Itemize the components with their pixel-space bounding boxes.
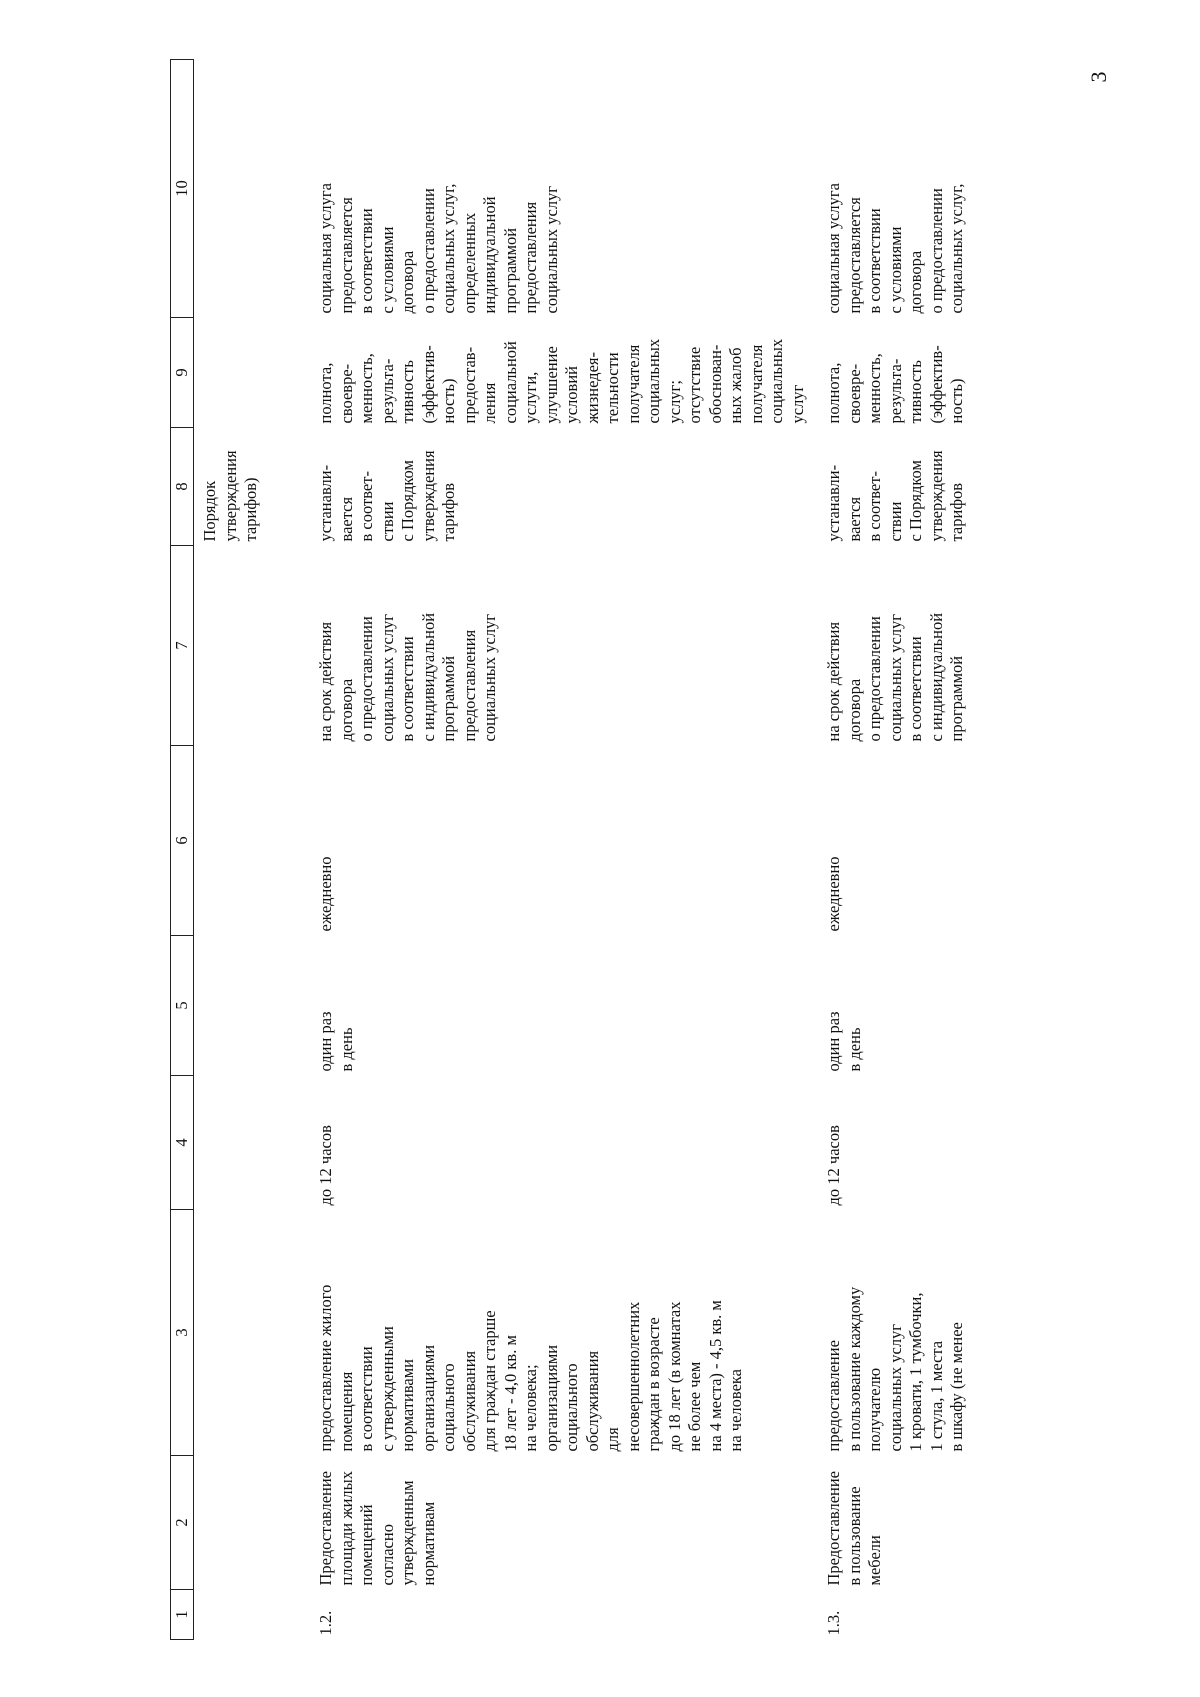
service-term: на срок действия договора о предоставлении социальных услуг в соответствии с индивидуальной программой	[824, 612, 966, 742]
service-volume: один раз в день	[824, 1011, 864, 1072]
service-time: до 12 часов	[824, 1125, 843, 1206]
service-term: на срок действия договора о предоставлении социальных услуг в соответствии с индивидуальной программой предоставления социальных услуг	[316, 612, 499, 742]
service-volume: один раз в день	[316, 1011, 356, 1072]
service-name: Предоставление в пользование мебели	[824, 1470, 884, 1586]
row-number: 1.2.	[316, 1610, 335, 1636]
service-description: предоставление в пользование каждому получателю социальных услуг 1 кровати, 1 тумбочки, 1 стула, 1 места в шкафу (не менее	[824, 1286, 966, 1452]
service-description: предоставление жилого помещения в соответствии с утвержденными нормативами организациями социального обслуживания для граждан старше 18 лет - 4,0 кв. м на человека; организациями социального обслуживания для несовершеннолетних граждан в возрасте до 18 лет (в комнатах не более чем на 4 места) - 4,5 кв. м на человека	[316, 1284, 745, 1452]
rotated-table-page	[170, 60, 1120, 1640]
service-tariff: устанавли- вается в соответ- ствии с Порядком утверждения тарифов	[824, 450, 966, 542]
service-time: до 12 часов	[316, 1125, 335, 1206]
service-quality: полнота, своевре- менность, результа- тивность (эффектив- ность)	[824, 345, 966, 424]
continuation-row	[194, 60, 303, 1640]
page-number: 3	[1086, 71, 1111, 83]
service-quality: полнота, своевре- менность, результа- тивность (эффектив- ность) предостав- ления социальной услуги, улучшение условий жизнедея- тельности получателя социальных услуг; отсутствие обоснован- ных жалоб получателя социальных услуг	[316, 338, 807, 424]
service-periodicity: ежедневно	[316, 856, 335, 932]
col-header-7: 7	[171, 546, 194, 746]
service-periodicity: ежедневно	[824, 856, 843, 932]
col-header-10: 10	[171, 60, 194, 318]
col-header-5: 5	[171, 936, 194, 1076]
col-header-9: 9	[171, 318, 194, 428]
services-table	[170, 59, 970, 1640]
service-conditions: социальная услуга предоставляется в соответствии с условиями договора о предоставлении социальных услуг,	[824, 183, 966, 314]
col-header-8: 8	[171, 428, 194, 546]
service-tariff: устанавли- вается в соответ- ствии с Порядком утверждения тарифов	[316, 450, 458, 542]
col-header-6: 6	[171, 746, 194, 936]
tariff-note: Порядок утверждения тарифов)	[200, 450, 260, 542]
row-number: 1.3.	[824, 1610, 843, 1636]
table-row	[302, 60, 810, 1640]
service-name: Предоставление площади жилых помещений согласно утвержденным нормативам	[316, 1470, 438, 1586]
col-header-1: 1	[171, 1590, 194, 1640]
col-header-2: 2	[171, 1456, 194, 1590]
column-number-row	[171, 60, 194, 1640]
service-conditions: социальная услуга предоставляется в соответствии с условиями договора о предоставлении социальных услуг, определенных индивидуальной программой предоставления социальных услуг	[316, 183, 561, 314]
table-row	[810, 60, 970, 1640]
col-header-3: 3	[171, 1210, 194, 1456]
col-header-4: 4	[171, 1076, 194, 1210]
